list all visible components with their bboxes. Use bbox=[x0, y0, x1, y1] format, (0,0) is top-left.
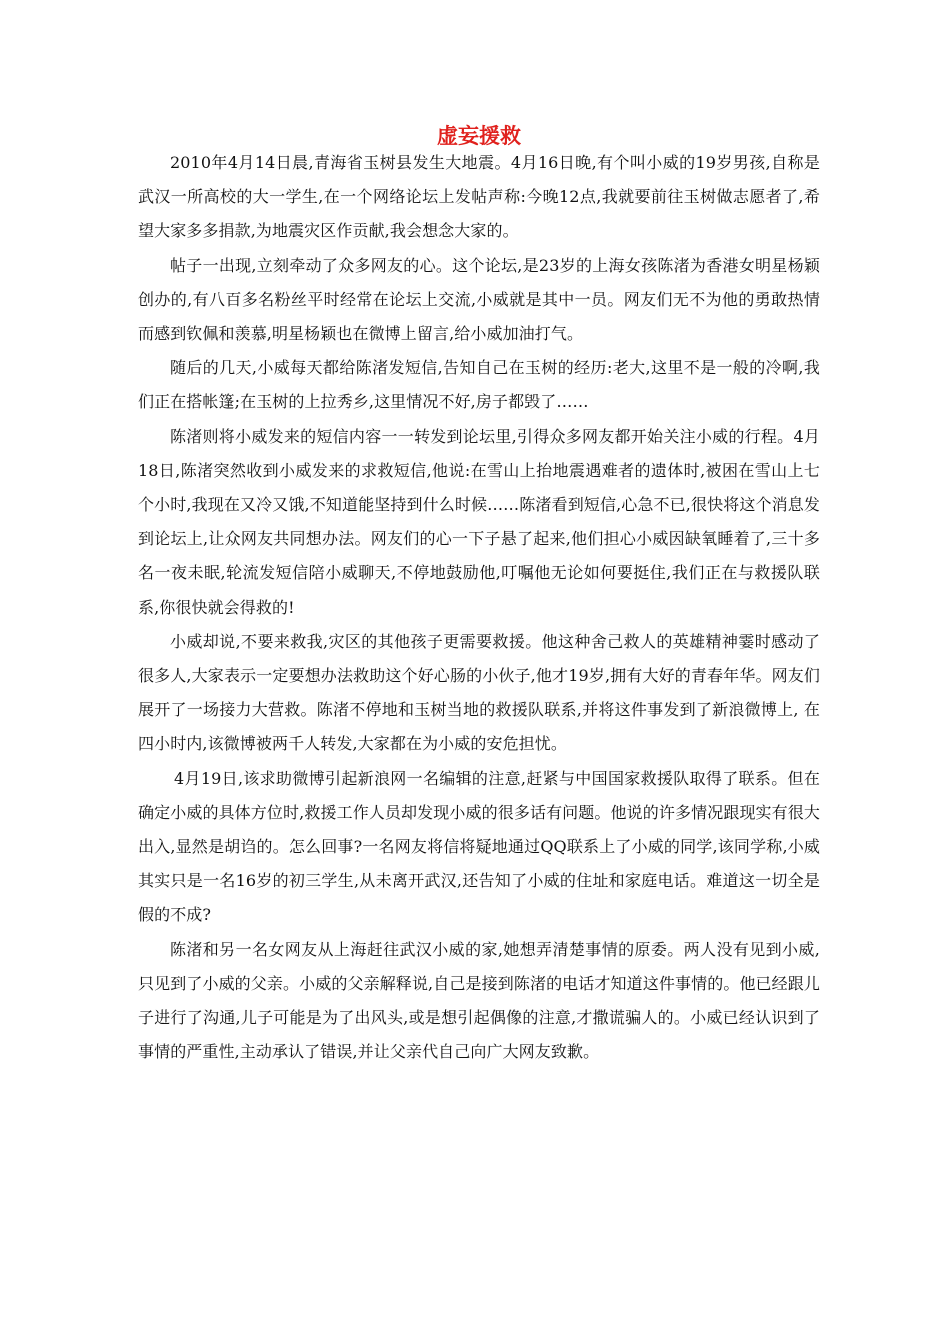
paragraph: 陈渚则将小威发来的短信内容一一转发到论坛里,引得众多网友都开始关注小威的行程。4月18日,陈渚突然收到小威发来的求救短信,他说:在雪山上抬地震遇难者的遗体时,被困在雪山上七个小时,我现在又冷又饿,不知道能坚持到什么时候……陈渚看到短信,心急不已,很快将这个消息发到论坛上,让众网友共同想办法。网友们的心一下子悬了起来,他们担心小威因缺氧睡着了,三十多名一夜未眠,轮流发短信陪小威聊天,不停地鼓励他,叮嘱他无论如何要挺住,我们正在与救援队联系,你很快就会得救的! bbox=[138, 426, 820, 617]
paragraph: 陈渚和另一名女网友从上海赶往武汉小威的家,她想弄清楚事情的原委。两人没有见到小威,只见到了小威的父亲。小威的父亲解释说,自己是接到陈渚的电话才知道这件事情的。他已经跟儿子进行了沟通,儿子可能是为了出风头,或是想引起偶像的注意,才撒谎骗人的。小威已经认识到了事情的严重性,主动承认了错误,并让父亲代自己向广大网友致歉。 bbox=[138, 939, 820, 1062]
paragraph: 4月19日,该求助微博引起新浪网一名编辑的注意,赶紧与中国国家救援队取得了联系。但在确定小威的具体方位时,救援工作人员却发现小威的很多话有问题。他说的许多情况跟现实有很大出入,显然是胡诌的。怎么回事?一名网友将信将疑地通过QQ联系上了小威的同学,该同学称,小威其实只是一名16岁的初三学生,从未离开武汉,还告知了小威的住址和家庭电话。难道这一切全是假的不成? bbox=[138, 768, 820, 925]
document-page bbox=[138, 122, 820, 1069]
paragraph: 帖子一出现,立刻牵动了众多网友的心。这个论坛,是23岁的上海女孩陈渚为香港女明星杨颖创办的,有八百多名粉丝平时经常在论坛上交流,小威就是其中一员。网友们无不为他的勇敢热情而感到钦佩和羡慕,明星杨颖也在微博上留言,给小威加油打气。 bbox=[138, 255, 820, 344]
paragraph: 随后的几天,小威每天都给陈渚发短信,告知自己在玉树的经历:老大,这里不是一般的冷啊,我们正在搭帐篷;在玉树的上拉秀乡,这里情况不好,房子都毁了…… bbox=[138, 358, 820, 412]
document-title: 虚妄援救 bbox=[437, 124, 521, 148]
paragraph: 2010年4月14日晨,青海省玉树县发生大地震。4月16日晚,有个叫小威的19岁男孩,自称是武汉一所高校的大一学生,在一个网络论坛上发帖声称:今晚12点,我就要前往玉树做志愿者了,希望大家多多捐款,为地震灾区作贡献,我会想念大家的。 bbox=[138, 153, 820, 241]
paragraph: 小威却说,不要来救我,灾区的其他孩子更需要救援。他这种舍己救人的英雄精神霎时感动了很多人,大家表示一定要想办法救助这个好心肠的小伙子,他才19岁,拥有大好的青春年华。网友们展开了一场接力大营救。陈渚不停地和玉树当地的救援队联系,并将这件事发到了新浪微博上, 在四小时内,该微博被两千人转发,大家都在为小威的安危担忧。 bbox=[138, 631, 820, 754]
